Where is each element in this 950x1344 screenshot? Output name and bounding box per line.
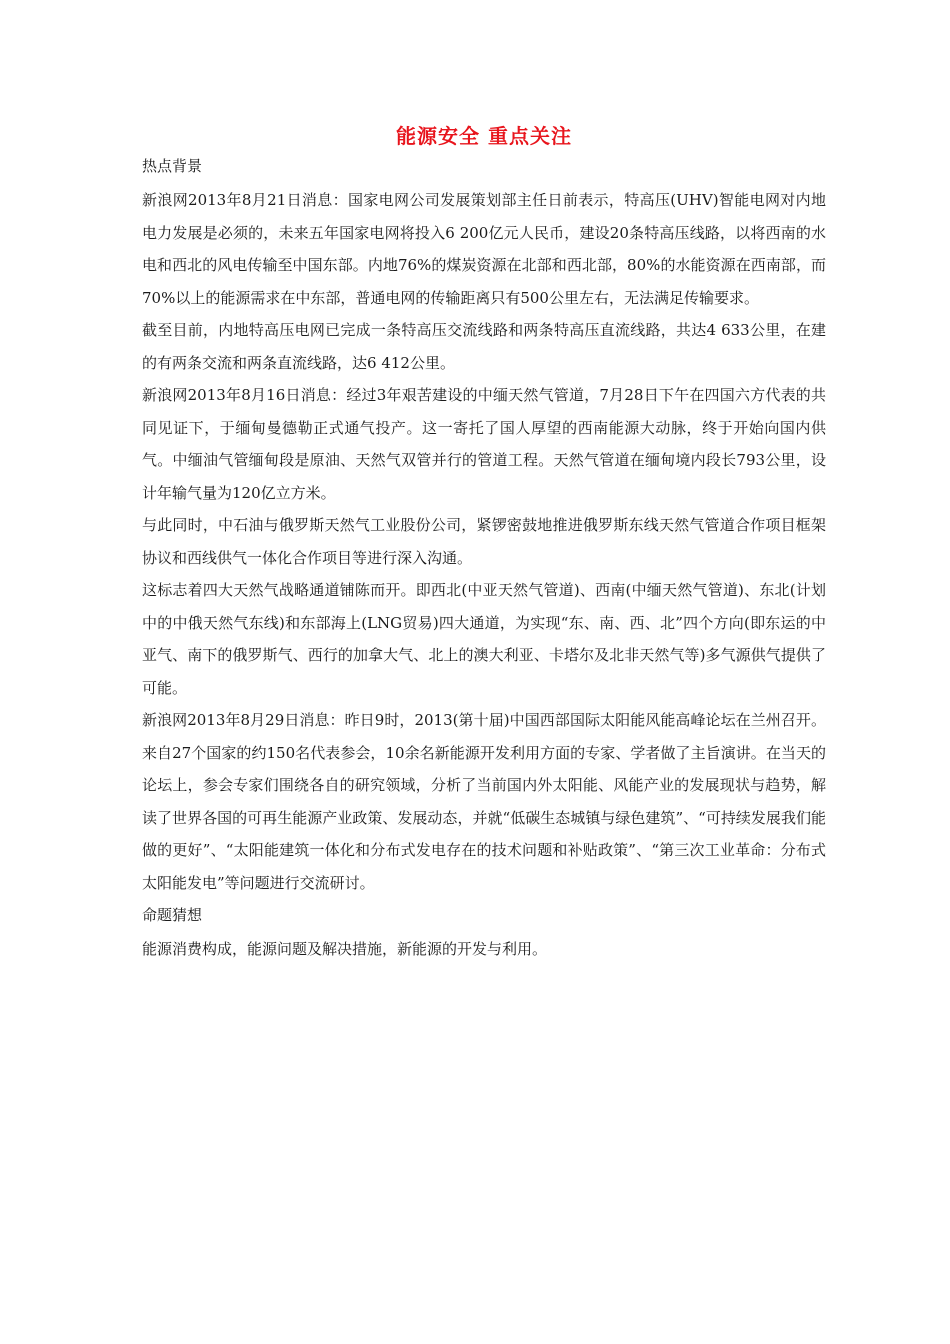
paragraph-uhv-grid-news: 新浪网2013年8月21日消息：国家电网公司发展策划部主任日前表示，特高压(UHV)智能电网对内地电力发展是必须的，未来五年国家电网将投入6 200亿元人民币，建设20条特高压线路，以将西南的水电和西北的风电传输至中国东部。内地76%的煤炭资源在北部和西北部，80%的水能资源在西南部，而70%以上的能源需求在中东部，普通电网的传输距离只有500公里左右，无法满足传输要求。	[142, 191, 826, 307]
paragraph-exam-topics: 能源消费构成，能源问题及解决措施，新能源的开发与利用。	[142, 940, 548, 958]
section-heading-background: 热点背景	[142, 157, 203, 175]
document-title: 能源安全 重点关注	[396, 124, 572, 148]
paragraph-myanmar-pipeline-news: 新浪网2013年8月16日消息：经过3年艰苦建设的中缅天然气管道，7月28日下午在四国六方代表的共同见证下，于缅甸曼德勒正式通气投产。这一寄托了国人厚望的西南能源大动脉，终于开始向国内供气。中缅油气管缅甸段是原油、天然气双管并行的管道工程。天然气管道在缅甸境内段长793公里，设计年输气量为120亿立方米。	[142, 386, 826, 502]
paragraph-russia-gas-cooperation: 与此同时，中石油与俄罗斯天然气工业股份公司，紧锣密鼓地推进俄罗斯东线天然气管道合作项目框架协议和西线供气一体化合作项目等进行深入沟通。	[142, 516, 826, 567]
paragraph-four-gas-corridors: 这标志着四大天然气战略通道铺陈而开。即西北(中亚天然气管道)、西南(中缅天然气管道)、东北(计划中的中俄天然气东线)和东部海上(LNG贸易)四大通道，为实现“东、南、西、北”四个方向(即东运的中亚气、南下的俄罗斯气、西行的加拿大气、北上的澳大利亚、卡塔尔及北非天然气等)多气源供气提供了可能。	[142, 581, 826, 697]
section-heading-exam-topics: 命题猜想	[142, 906, 203, 924]
document-page	[142, 118, 826, 966]
paragraph-solar-wind-forum: 新浪网2013年8月29日消息：昨日9时，2013(第十届)中国西部国际太阳能风能高峰论坛在兰州召开。来自27个国家的约150名代表参会，10余名新能源开发利用方面的专家、学者做了主旨演讲。在当天的论坛上，参会专家们围绕各自的研究领域，分析了当前国内外太阳能、风能产业的发展现状与趋势，解读了世界各国的可再生能源产业政策、发展动态，并就“低碳生态城镇与绿色建筑”、“可持续发展我们能做的更好”、“太阳能建筑一体化和分布式发电存在的技术问题和补贴政策”、“第三次工业革命：分布式太阳能发电”等问题进行交流研讨。	[142, 711, 826, 892]
paragraph-uhv-grid-status: 截至目前，内地特高压电网已完成一条特高压交流线路和两条特高压直流线路，共达4 633公里，在建的有两条交流和两条直流线路，达6 412公里。	[142, 321, 826, 372]
